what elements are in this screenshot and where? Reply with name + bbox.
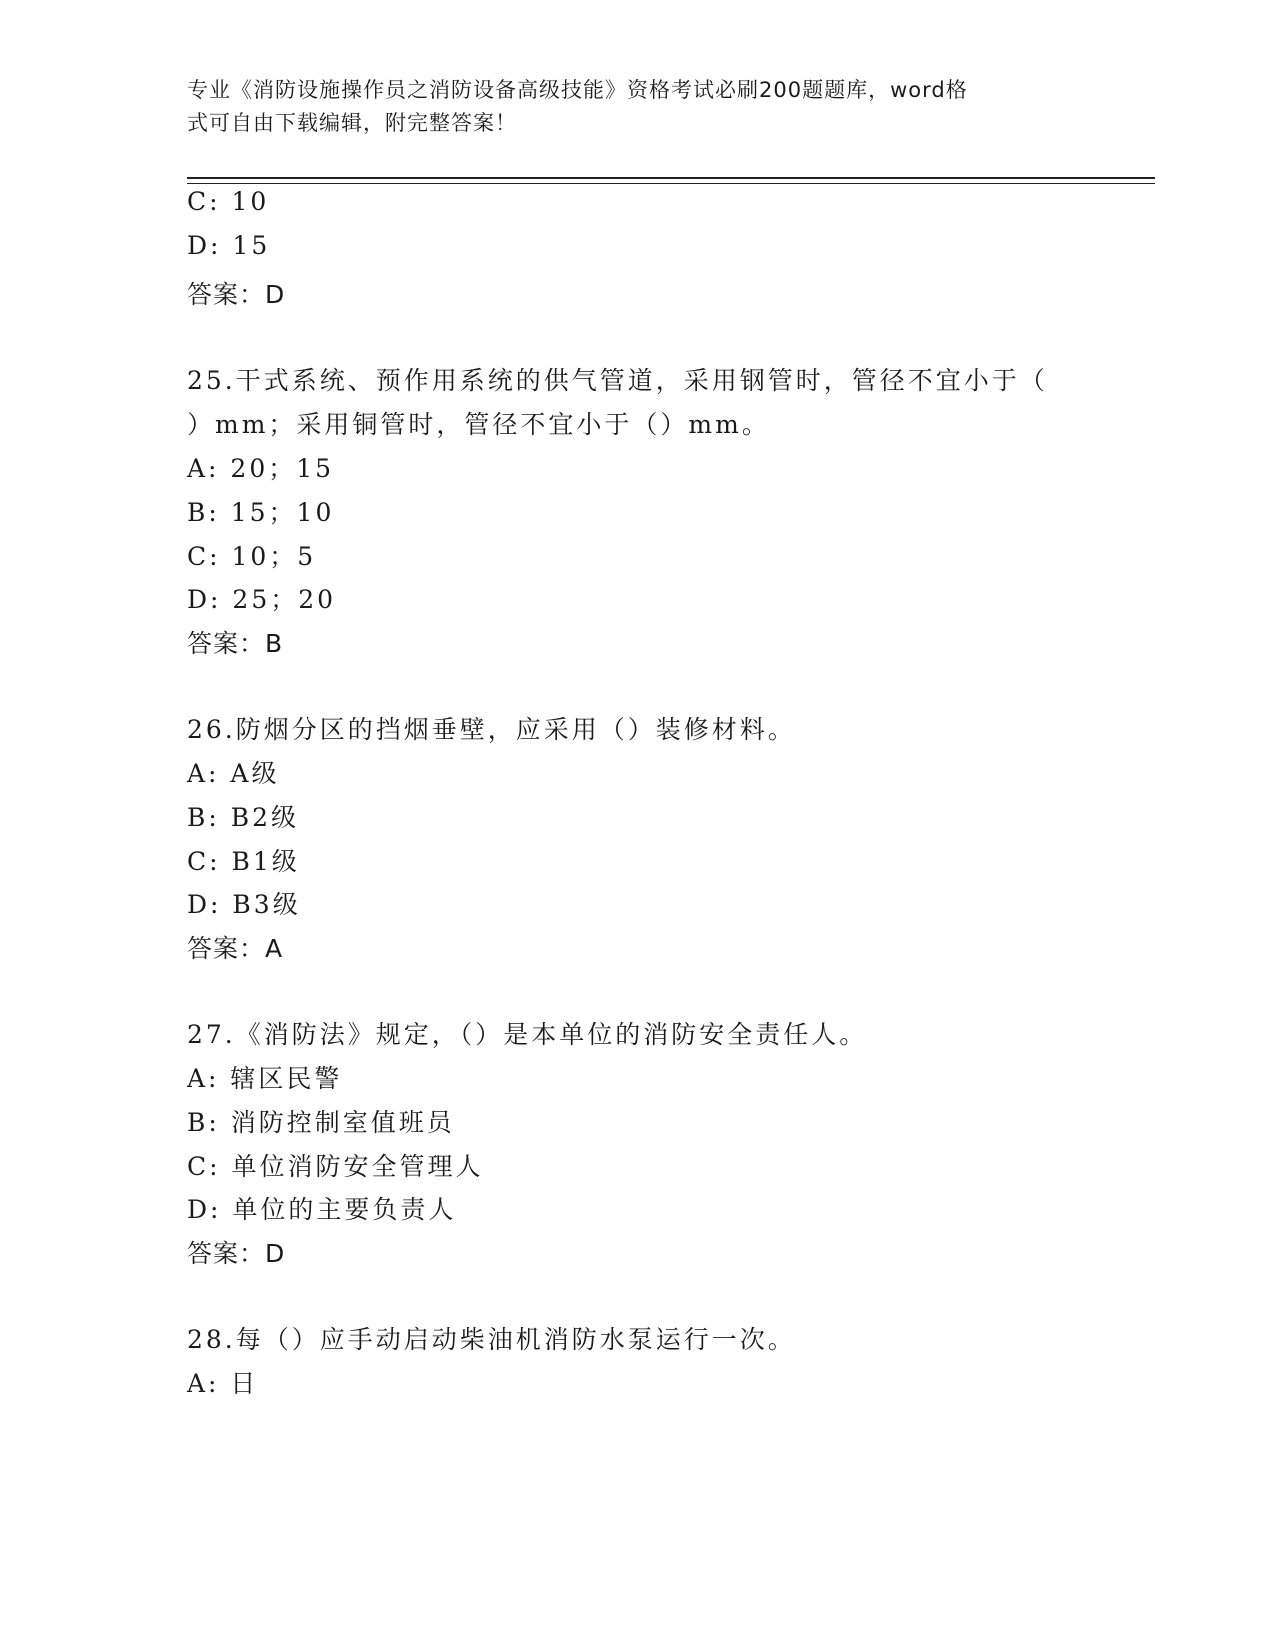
option-c: C: B1级 — [187, 847, 300, 876]
option-d: D: 单位的主要负责人 — [187, 1195, 457, 1224]
option-c: C: 10 — [187, 187, 270, 216]
header-rule-thick — [187, 177, 1155, 179]
question-text-line-2: ）mm；采用铜管时，管径不宜小于（）mm。 — [187, 410, 770, 439]
option-d: D: 25；20 — [187, 585, 337, 614]
answer: 答案：D — [187, 280, 286, 309]
option-c: C: 单位消防安全管理人 — [187, 1152, 484, 1181]
question-text-line-1: 25.干式系统、预作用系统的供气管道，采用钢管时，管径不宜小于（ — [187, 366, 1048, 395]
option-b: B: B2级 — [187, 803, 300, 832]
option-c: C: 10；5 — [187, 542, 317, 571]
option-a: A: 辖区民警 — [187, 1064, 343, 1093]
option-a: A: A级 — [187, 759, 280, 788]
header-line-2: 式可自由下载编辑，附完整答案！ — [187, 111, 517, 135]
header-line-1: 专业《消防设施操作员之消防设备高级技能》资格考试必刷200题题库，word格 — [187, 78, 968, 102]
header-text — [187, 74, 1067, 140]
option-d: D: 15 — [187, 231, 271, 260]
option-a: A: 20；15 — [187, 454, 335, 483]
question-text: 28.每（）应手动启动柴油机消防水泵运行一次。 — [187, 1325, 796, 1354]
answer: 答案：A — [187, 934, 284, 963]
option-d: D: B3级 — [187, 890, 301, 919]
question-text: 26.防烟分区的挡烟垂壁，应采用（）装修材料。 — [187, 715, 796, 744]
question-text: 27.《消防法》规定，（）是本单位的消防安全责任人。 — [187, 1020, 868, 1049]
answer: 答案：B — [187, 629, 284, 658]
answer: 答案：D — [187, 1239, 286, 1268]
option-a: A: 日 — [187, 1369, 259, 1398]
option-b: B: 消防控制室值班员 — [187, 1108, 455, 1137]
option-b: B: 15；10 — [187, 498, 335, 527]
header-rule-thin — [187, 183, 1155, 184]
